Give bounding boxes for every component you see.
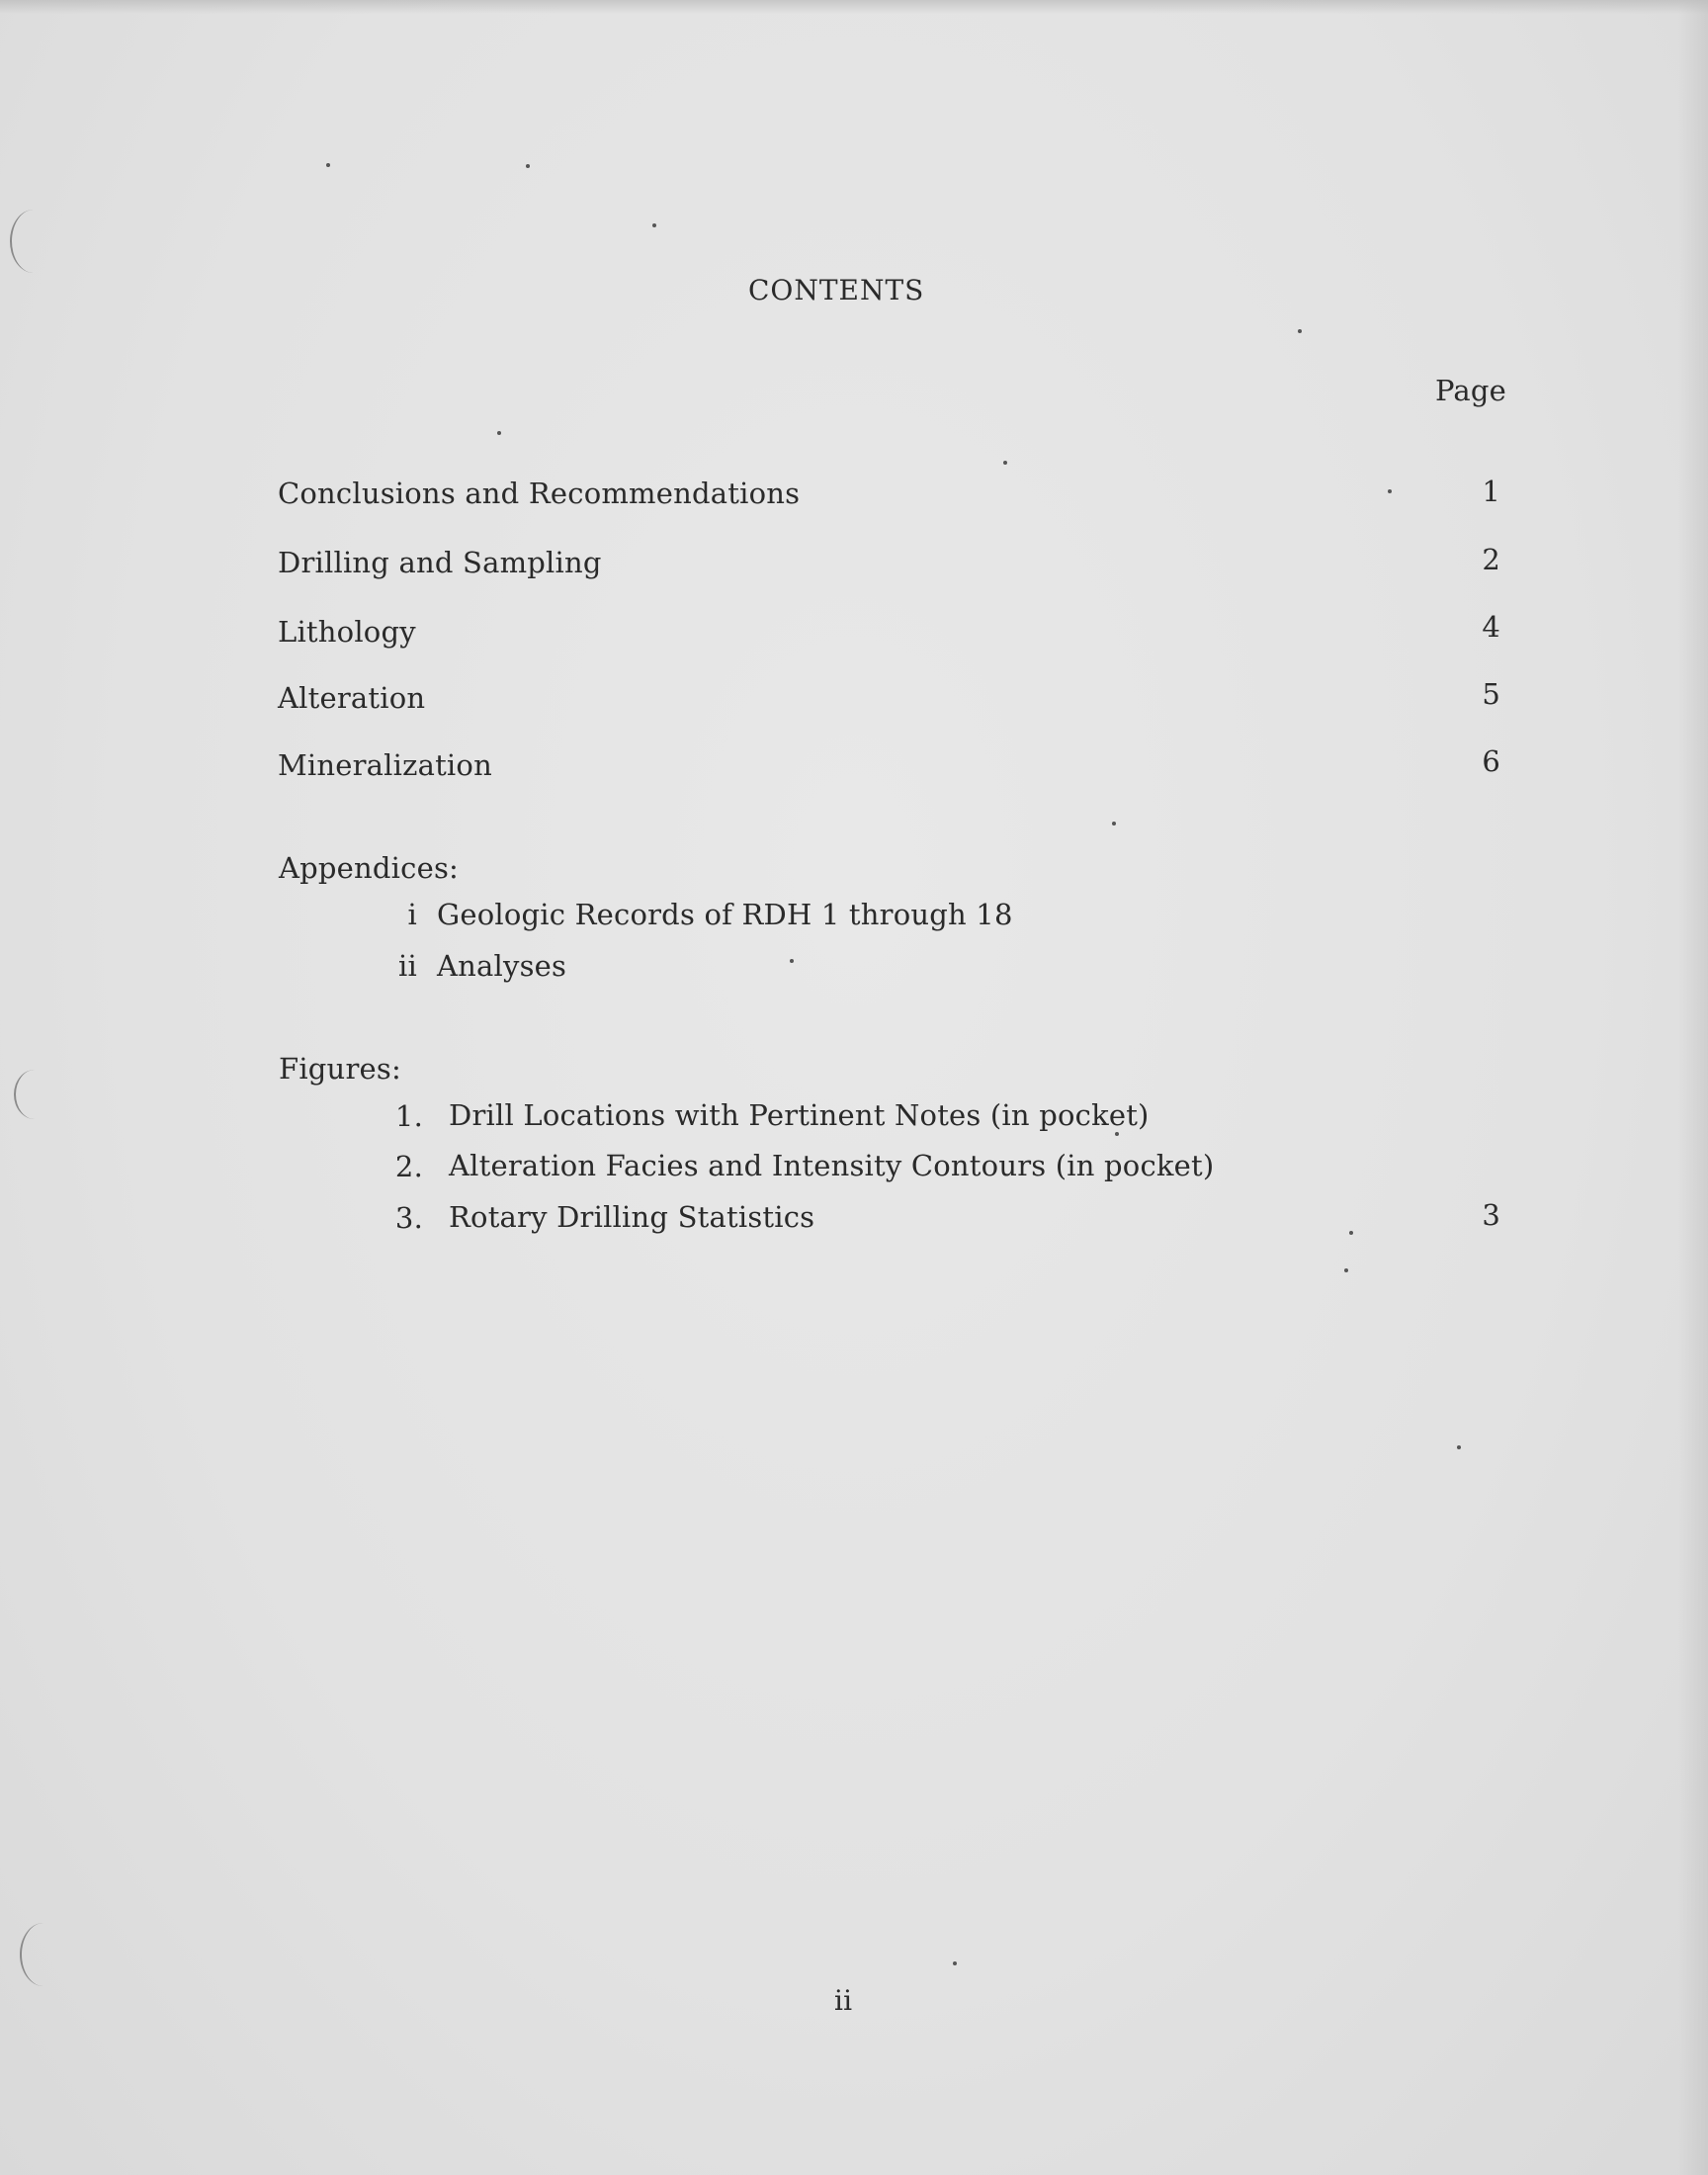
- scan-speck: [497, 431, 501, 435]
- toc-entry-label: Lithology: [278, 615, 416, 649]
- page-edge-shadow-right: [1678, 0, 1708, 2175]
- toc-entry-page: 6: [1482, 744, 1500, 778]
- toc-entry-label: Drilling and Sampling: [278, 546, 602, 579]
- page-edge-shadow-top: [0, 0, 1708, 14]
- appendix-title: Analyses: [437, 949, 567, 983]
- page-folio: ii: [834, 1984, 853, 2017]
- toc-entry-label: Alteration: [278, 681, 426, 715]
- figure-title: Drill Locations with Pertinent Notes (in pocket): [449, 1098, 1150, 1132]
- appendices-heading: Appendices:: [279, 851, 460, 885]
- punch-hole-mark: [20, 1923, 67, 1986]
- scan-speck: [326, 163, 330, 167]
- scan-speck: [652, 223, 656, 227]
- figure-number: 2.: [394, 1150, 423, 1183]
- page-title: CONTENTS: [748, 274, 925, 306]
- scan-speck: [1298, 329, 1302, 333]
- toc-entry-page: 2: [1482, 543, 1500, 576]
- scan-speck: [1003, 461, 1007, 465]
- page-column-header: Page: [1435, 374, 1507, 407]
- appendix-title: Geologic Records of RDH 1 through 18: [437, 898, 1013, 931]
- scan-speck: [1115, 1132, 1119, 1136]
- figure-number: 1.: [394, 1099, 423, 1133]
- toc-entry-label: Mineralization: [278, 748, 492, 782]
- appendix-number: i: [407, 898, 417, 931]
- toc-entry-page: 1: [1482, 475, 1500, 508]
- figures-heading: Figures:: [279, 1052, 401, 1086]
- scan-speck: [526, 164, 530, 168]
- scan-speck: [1349, 1231, 1353, 1235]
- toc-entry-page: 5: [1482, 677, 1500, 711]
- figure-title: Rotary Drilling Statistics: [449, 1200, 815, 1234]
- punch-hole-mark: [10, 210, 57, 273]
- figure-page: 3: [1482, 1198, 1500, 1232]
- scan-speck: [1388, 489, 1392, 493]
- scan-speck: [790, 959, 794, 963]
- appendix-number: ii: [398, 949, 417, 983]
- figure-number: 3.: [394, 1201, 423, 1235]
- figure-title: Alteration Facies and Intensity Contours (in pocket): [449, 1149, 1215, 1182]
- scan-speck: [953, 1961, 957, 1965]
- scan-speck: [1344, 1268, 1348, 1272]
- toc-entry-page: 4: [1482, 610, 1500, 644]
- scan-speck: [1112, 822, 1116, 826]
- toc-entry-label: Conclusions and Recommendations: [278, 477, 801, 510]
- scan-speck: [1457, 1445, 1461, 1449]
- punch-hole-mark: [14, 1070, 55, 1119]
